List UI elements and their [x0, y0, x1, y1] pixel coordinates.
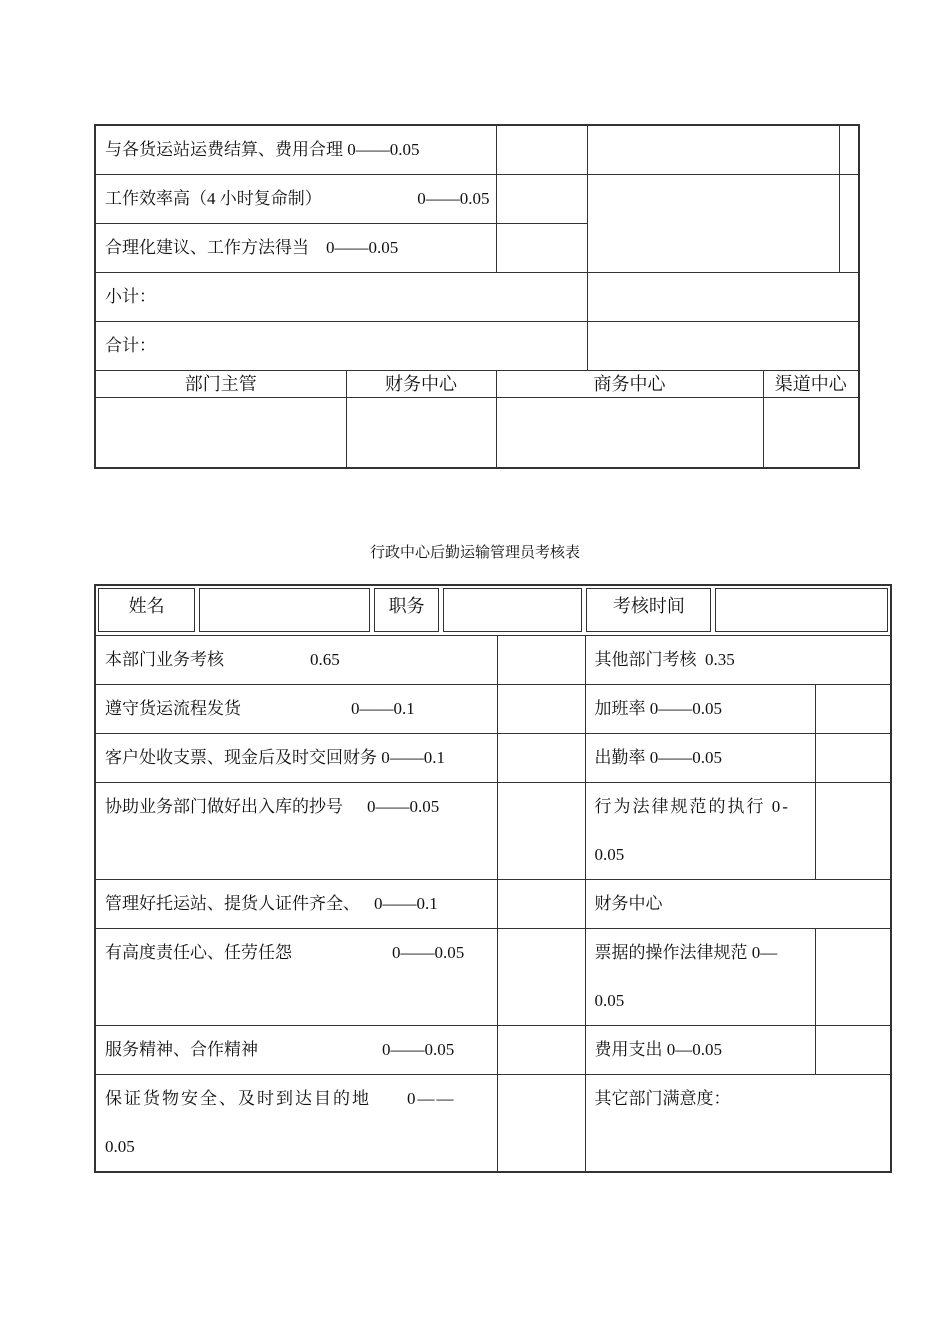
sign-cell-business — [496, 398, 763, 468]
conduct-line2: 0.05 — [594, 844, 625, 864]
right-item-bill — [585, 928, 815, 1025]
left-header: 本部门业务考核 0.65 — [95, 635, 497, 684]
t1-blank-cell — [587, 125, 839, 175]
t1-row-efficiency: 工作效率高（4 小时复命制） 0——0.05 — [95, 175, 496, 224]
right-satisfaction: 其它部门满意度： — [585, 1074, 891, 1172]
sign-cell-finance — [346, 398, 496, 468]
left-item: 客户处收支票、现金后及时交回财务 0——0.1 — [95, 733, 497, 782]
score-cell — [497, 928, 585, 1025]
left-item: 有高度责任心、任劳任怨 0——0.05 — [95, 928, 497, 1025]
score-cell — [497, 1074, 585, 1172]
sign-cell-dept-manager — [95, 398, 346, 468]
t1-score-cell — [496, 224, 587, 273]
t1-subtotal-value — [587, 273, 859, 322]
evaluation-table-continued — [94, 124, 860, 469]
t1-subtotal-label: 小计： — [95, 273, 587, 322]
left-item-score-line2: 0.05 — [105, 1136, 135, 1156]
time-label: 考核时间 — [586, 588, 711, 632]
sign-header-business: 商务中心 — [496, 371, 763, 398]
score-cell — [815, 782, 891, 879]
left-item: 服务精神、合作精神 0——0.05 — [95, 1025, 497, 1074]
t1-blank-cell — [839, 175, 859, 273]
score-cell — [497, 782, 585, 879]
left-item: 管理好托运站、提货人证件齐全、 0——0.1 — [95, 879, 497, 928]
t1-row-suggestion: 合理化建议、工作方法得当 0——0.05 — [95, 224, 496, 273]
score-cell — [815, 733, 891, 782]
sign-header-dept-manager: 部门主管 — [95, 371, 346, 398]
header-row — [95, 585, 891, 635]
score-cell — [497, 684, 585, 733]
score-cell — [815, 684, 891, 733]
time-value — [715, 588, 888, 632]
left-item: 遵守货运流程发货 0——0.1 — [95, 684, 497, 733]
right-item-conduct — [585, 782, 815, 879]
score-cell — [497, 733, 585, 782]
right-header: 其他部门考核 0.35 — [585, 635, 891, 684]
t1-blank-cell — [587, 175, 839, 273]
position-value — [443, 588, 582, 632]
sign-cell-channel — [763, 398, 859, 468]
conduct-line1: 行为法律规范的执行 0- — [594, 796, 790, 816]
sign-header-finance: 财务中心 — [346, 371, 496, 398]
left-item: 保证货物安全、及时到达目的地 0—— 0.05 — [95, 1074, 497, 1172]
position-label: 职务 — [374, 588, 440, 632]
left-header-score — [497, 635, 585, 684]
score-cell — [815, 928, 891, 1025]
t1-score-cell — [496, 125, 587, 175]
t1-row-freight: 与各货运站运费结算、费用合理 0——0.05 — [95, 125, 496, 175]
right-item-overtime: 加班率 0——0.05 — [585, 684, 815, 733]
t1-total-label: 合计： — [95, 322, 587, 371]
t1-blank-cell — [839, 125, 859, 175]
name-label: 姓名 — [98, 588, 195, 632]
t1-total-value — [587, 322, 859, 371]
right-item-attendance: 出勤率 0——0.05 — [585, 733, 815, 782]
t1-score-cell — [496, 175, 587, 224]
evaluation-table — [94, 584, 892, 1173]
left-item: 协助业务部门做好出入库的抄号 0——0.05 — [95, 782, 497, 879]
right-item-expense: 费用支出 0—0.05 — [585, 1025, 815, 1074]
bill-line2: 0.05 — [594, 990, 625, 1010]
score-cell — [497, 1025, 585, 1074]
sign-header-channel: 渠道中心 — [763, 371, 859, 398]
score-cell — [497, 879, 585, 928]
bill-line1: 票据的操作法律规范 0— — [594, 942, 778, 962]
right-finance-center: 财务中心 — [585, 879, 891, 928]
form-title: 行政中心后勤运输管理员考核表 — [369, 545, 580, 561]
score-cell — [815, 1025, 891, 1074]
name-value — [199, 588, 370, 632]
